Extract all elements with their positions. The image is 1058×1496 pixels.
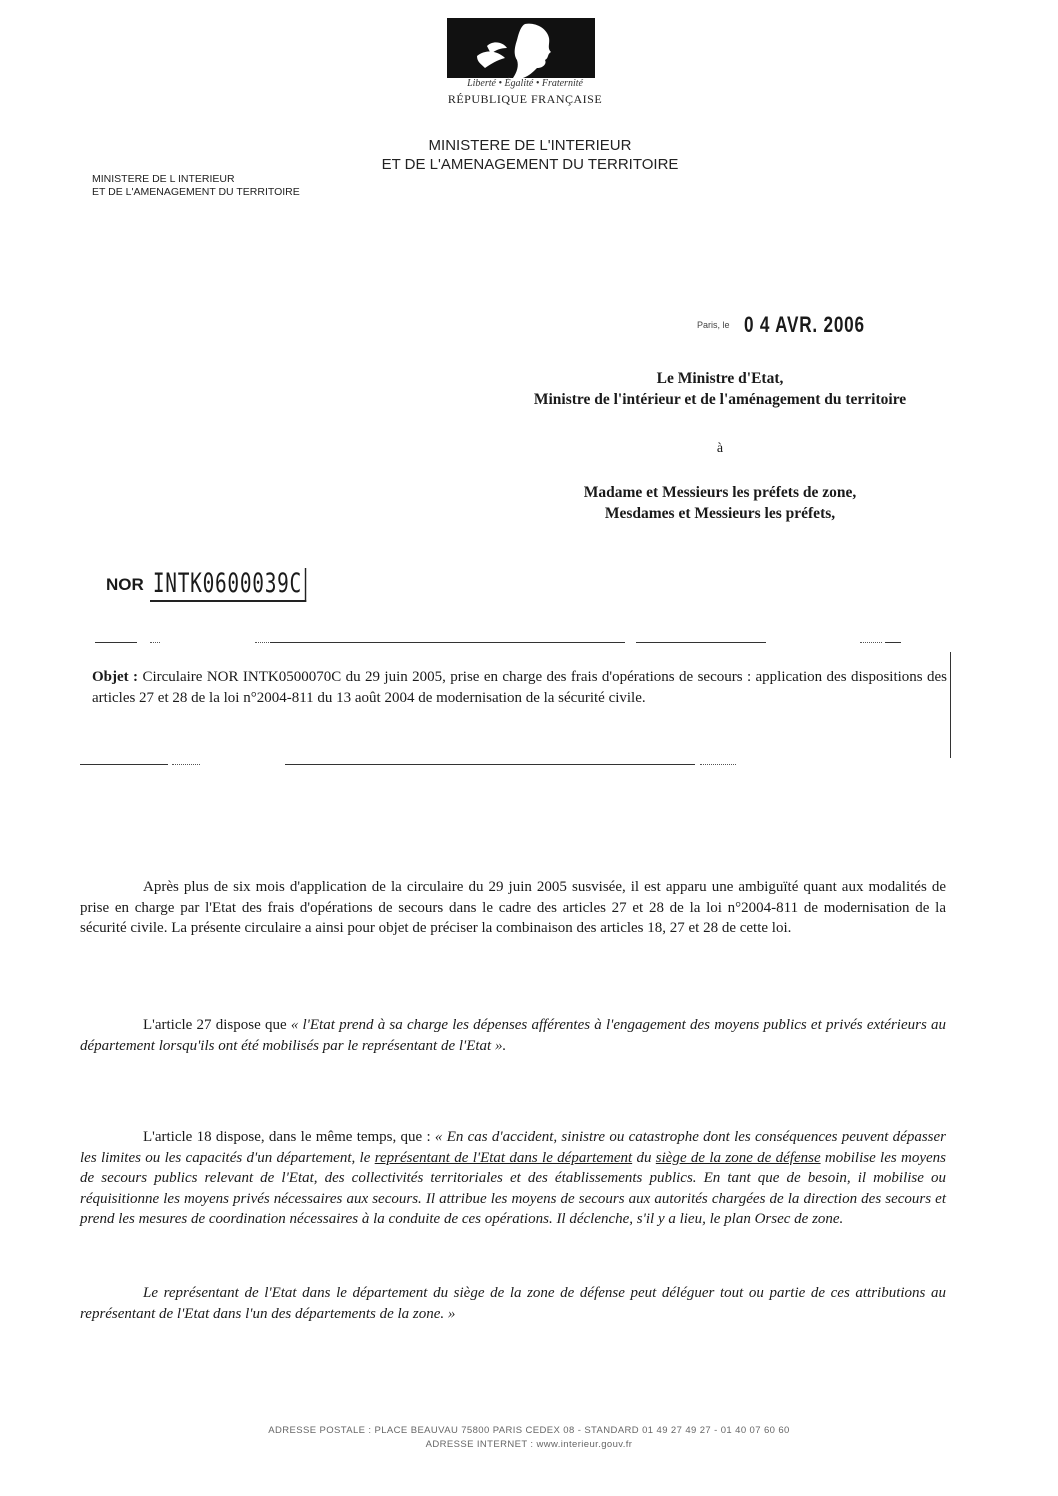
body-paragraph-2 <box>80 1015 946 1056</box>
frame-bottom-line-1 <box>80 764 168 765</box>
frame-top-line-4 <box>885 642 901 643</box>
republic-motto: Liberté • Égalité • Fraternité <box>467 78 583 89</box>
article-18-underlined-2: siège de la zone de défense <box>655 1149 821 1166</box>
nor-reference <box>106 568 367 602</box>
objet-label: Objet : <box>92 669 139 685</box>
ministry-sender-line1: MINISTERE DE L INTERIEUR <box>92 173 235 185</box>
ministry-sender-block <box>92 173 300 199</box>
recipient-prefix: à <box>716 441 724 456</box>
marianne-logo <box>447 18 595 78</box>
nor-label: NOR <box>106 575 144 594</box>
article-18-quote-part-c: mobilise les moyens de secours publics relevant de l'Etat, des collectivités territoriales et des établissements publics. En tant que de besoin, il mobilise ou réquisitionne les moyens privés nécessaires aux secours. Il attribue les moyens de secours aux autorités chargées de la direction des secours et prend les mesures de coordination nécessaires à la conduite de ces opérations. Il déclenche, s'il y a lieu, le plan Orsec de zone. <box>80 1149 947 1227</box>
article-18-intro: L'article 18 dispose, dans le même temps, que : <box>143 1129 435 1145</box>
recipients-block <box>470 482 970 524</box>
frame-bottom-dots-1 <box>172 764 200 765</box>
recipients-line1: Madame et Messieurs les préfets de zone, <box>583 484 857 501</box>
date-line <box>697 312 899 338</box>
frame-right-line <box>950 652 951 758</box>
body-paragraph-3 <box>80 1127 946 1230</box>
republic-name: RÉPUBLIQUE FRANÇAISE <box>447 92 603 106</box>
body-paragraph-4: Le représentant de l'Etat dans le département du siège de la zone de défense peut déléguer tout ou partie de ces attributions au représentant de l'Etat dans l'un des départements de la zone. » <box>80 1285 946 1322</box>
recipients-line2: Mesdames et Messieurs les préfets, <box>604 505 836 522</box>
date-prefix: Paris, le <box>697 320 730 330</box>
frame-top-line-3 <box>636 642 766 643</box>
nor-code-handwritten: INTK0600039C <box>150 568 306 602</box>
body-paragraph-1: Après plus de six mois d'application de la circulaire du 29 juin 2005 susvisée, il est apparu une ambiguïté quant aux modalités de prise en charge par l'Etat des frais d'opérations de secours dans le cadre des articles 27 et 28 de la loi n°2004-811 de modernisation de la sécurité civile. La présente circulaire a ainsi pour objet de préciser la combinaison des articles 18, 27 et 28 de cette loi. <box>80 879 946 936</box>
frame-top-line-1 <box>95 642 137 643</box>
frame-top-line-2 <box>270 642 625 643</box>
objet-text: Circulaire NOR INTK0500070C du 29 juin 2005, prise en charge des frais d'opérations de secours : application des dispositions des articles 27 et 28 de la loi n°2004-811 du 13 août 2004 de modernisation de la sécurité civile. <box>92 669 948 706</box>
footer-postal-address: ADRESSE POSTALE : PLACE BEAUVAU 75800 PARIS CEDEX 08 - STANDARD 01 49 27 49 27 - 01 40 07 60 60 <box>268 1425 790 1436</box>
article-18-quote-part-b: du <box>632 1149 656 1166</box>
marianne-profile-icon <box>447 18 595 78</box>
ministry-sender-line2: ET DE L'AMENAGEMENT DU TERRITOIRE <box>92 186 300 198</box>
article-18-quote-part-a: « En cas d'accident, sinistre ou catastrophe dont les conséquences peuvent dépasser les limites ou les capacités d'un département, le <box>80 1129 946 1166</box>
article-27-intro: L'article 27 dispose que <box>143 1017 291 1033</box>
ministry-heading <box>340 136 720 174</box>
objet-block <box>92 667 947 709</box>
frame-top-dots-3 <box>860 642 882 643</box>
date-stamp: 0 4 AVR. 2006 <box>743 312 865 337</box>
sender-line2: Ministre de l'intérieur et de l'aménagement du territoire <box>533 391 907 408</box>
frame-bottom-dots-2 <box>700 764 736 765</box>
frame-top-dots-2 <box>255 642 269 643</box>
sender-block <box>470 368 970 410</box>
article-18-underlined-1: représentant de l'Etat dans le département <box>374 1149 633 1166</box>
frame-top-dots-1 <box>150 642 160 643</box>
sender-line1: Le Ministre d'Etat, <box>656 370 784 387</box>
footer-internet-address: ADRESSE INTERNET : www.interieur.gouv.fr <box>425 1439 633 1450</box>
ministry-heading-line2: ET DE L'AMENAGEMENT DU TERRITOIRE <box>381 156 679 173</box>
article-27-quote: « l'Etat prend à sa charge les dépenses afférentes à l'engagement des moyens publics et privés extérieurs au département lorsqu'ils ont été mobilisés par le représentant de l'Etat ». <box>80 1017 946 1054</box>
ministry-heading-line1: MINISTERE DE L'INTERIEUR <box>428 137 632 154</box>
frame-bottom-line-2 <box>285 764 695 765</box>
